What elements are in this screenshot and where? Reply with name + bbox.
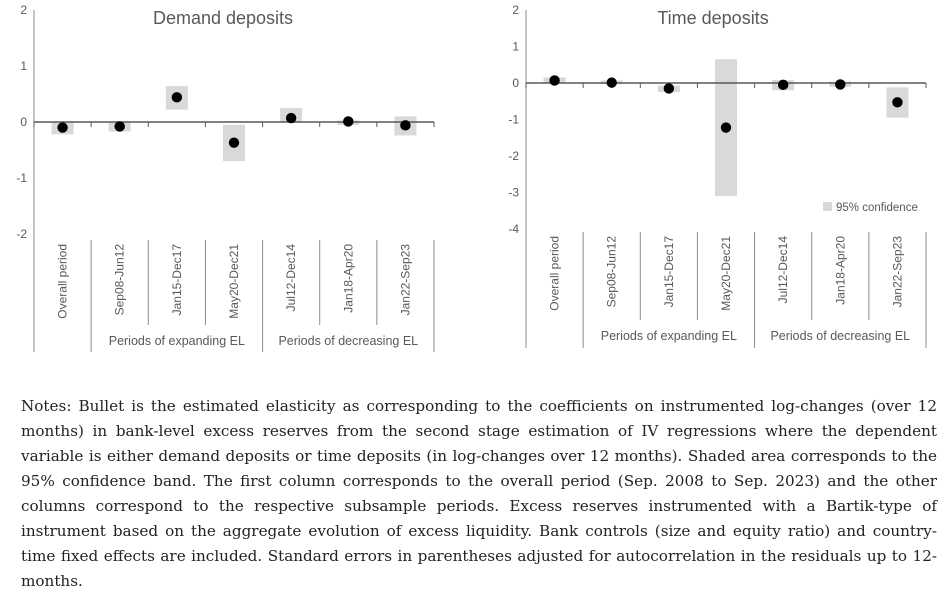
category-label: Jul12-Dec14	[284, 244, 299, 312]
estimate-bullet	[607, 77, 617, 87]
estimate-bullet	[343, 116, 353, 126]
estimate-bullet	[835, 79, 845, 89]
y-tick-label: 1	[20, 59, 27, 73]
legend-swatch	[823, 202, 832, 211]
estimate-bullet	[892, 97, 902, 107]
group-label-expanding: Periods of expanding EL	[600, 329, 737, 343]
category-label: Jan22-Sep23	[398, 244, 413, 316]
chart-1	[16, 3, 434, 352]
estimate-bullet	[778, 80, 788, 90]
y-tick-label: 0	[512, 76, 519, 90]
y-tick-label: -4	[508, 222, 519, 236]
group-label-decreasing: Periods of decreasing EL	[770, 329, 911, 343]
category-label: Jan22-Sep23	[890, 236, 905, 308]
category-label: Jul12-Dec14	[776, 236, 791, 304]
estimate-bullet	[721, 122, 731, 132]
legend-label: 95% confidence	[836, 202, 918, 214]
category-label: May20-Dec21	[719, 236, 733, 311]
estimate-bullet	[400, 120, 410, 130]
y-tick-label: -1	[16, 171, 27, 185]
y-tick-label: -2	[508, 149, 519, 163]
category-label: Sep08-Jun12	[604, 236, 619, 308]
category-label: Jan18-Apr20	[341, 244, 356, 313]
category-label: May20-Dec21	[227, 244, 241, 319]
estimate-bullet	[549, 75, 559, 85]
chart-2	[508, 3, 926, 348]
category-label: Overall period	[547, 236, 562, 311]
estimate-bullet	[664, 83, 674, 93]
chart-title: Time deposits	[657, 8, 769, 28]
group-label-expanding: Periods of expanding EL	[108, 334, 245, 348]
category-label: Jan15-Dec17	[661, 236, 676, 308]
y-tick-label: -3	[508, 185, 519, 200]
estimate-bullet	[115, 121, 125, 131]
category-label: Overall period	[55, 244, 70, 319]
y-tick-label: 2	[20, 3, 27, 17]
estimate-bullet	[172, 92, 182, 102]
y-tick-label: -2	[16, 227, 27, 241]
y-tick-label: 1	[512, 39, 519, 54]
group-label-decreasing: Periods of decreasing EL	[278, 334, 419, 348]
y-tick-label: -1	[508, 112, 519, 127]
notes-text: Notes: Bullet is the estimated elasticity as corresponding to the coefficients on instrumented log-changes (over 12 months) in bank-level excess reserves from the second stage estimation of IV regressions where the dependent variable is either demand deposits or time deposits (in log-changes over 12 months). Shaded area corresponds to the 95% confidence band. The first column corresponds to the overall period (Sep. 2008 to Sep. 2023) and the other columns correspond to the respective subsample periods. Excess reserves instrumented with a Bartik-type of instrument based on the aggregate evolution of excess liquidity. Bank controls (size and equity ratio) and country-time fixed effects are included. Standard errors in parentheses adjusted for autocorrelation in the residuals up to 12-months.	[21, 397, 937, 590]
category-label: Jan18-Apr20	[833, 236, 848, 305]
chart-title: Demand deposits	[152, 8, 294, 28]
y-tick-label: 2	[512, 3, 519, 17]
category-label: Jan15-Dec17	[169, 244, 184, 316]
category-label: Sep08-Jun12	[112, 244, 127, 316]
y-tick-label: 0	[20, 115, 27, 129]
estimate-bullet	[57, 122, 67, 132]
estimate-bullet	[229, 138, 239, 148]
estimate-bullet	[286, 113, 296, 123]
